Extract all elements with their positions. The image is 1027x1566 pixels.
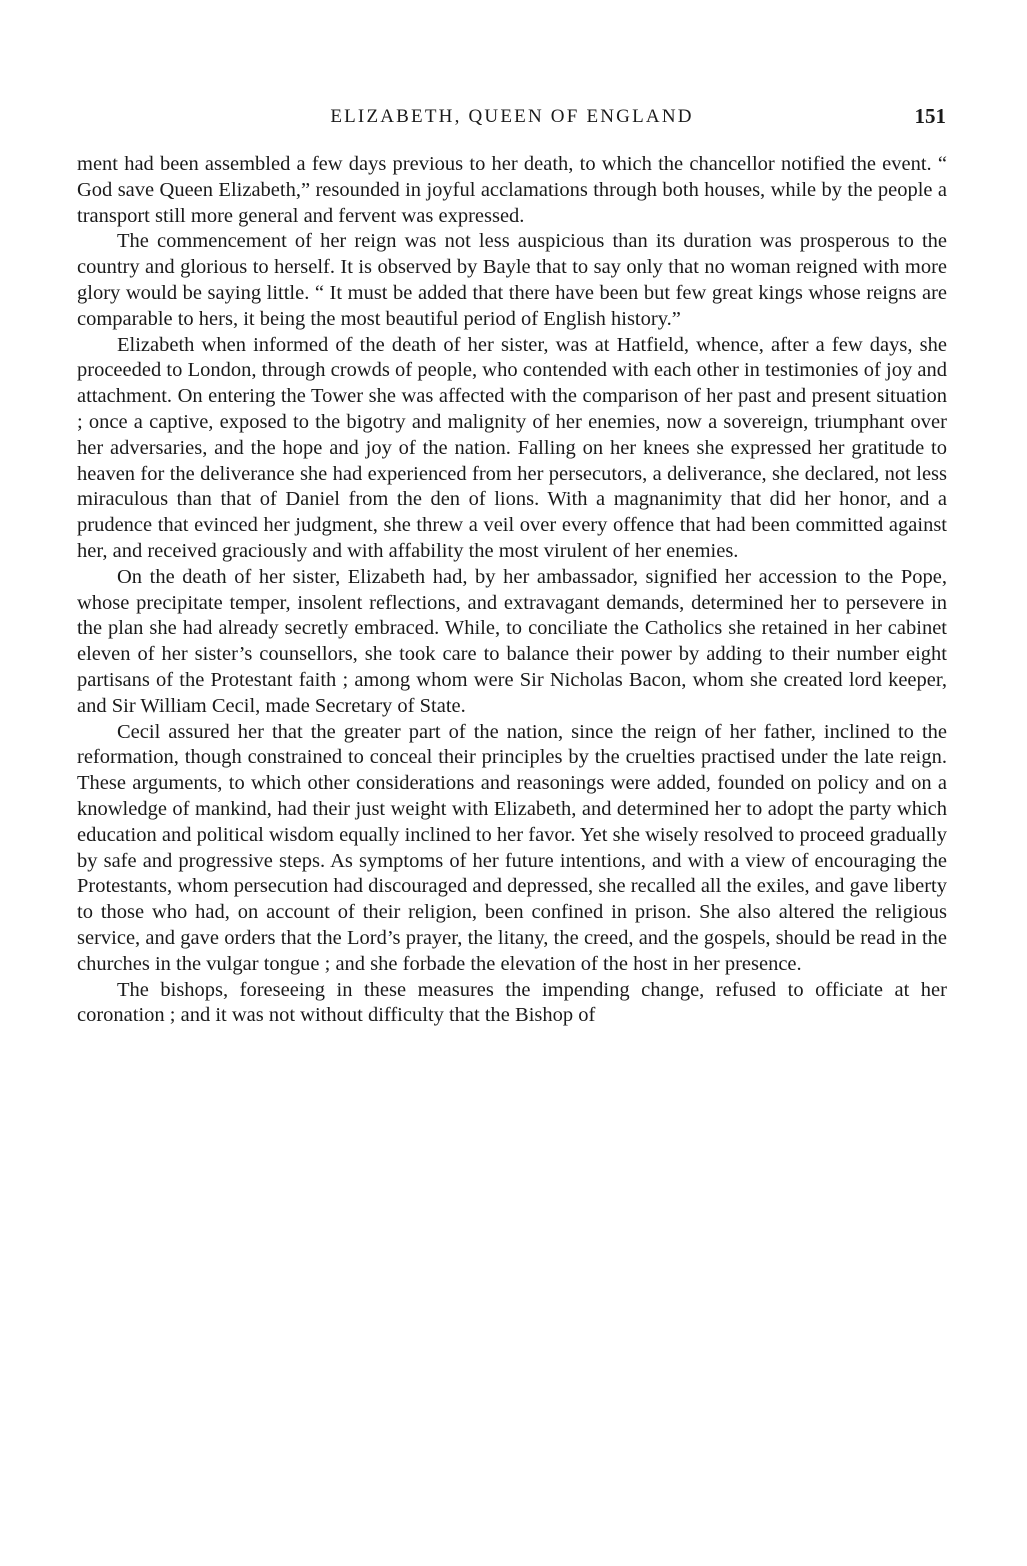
- running-head: [78, 104, 946, 134]
- paragraph: The bishops, foreseeing in these measures the impending change, refused to officiate at her coronation ; and it was not without difficulty that the Bishop of: [77, 978, 947, 1027]
- paragraph: The commencement of her reign was not less auspicious than its duration was prosperous to the country and glorious to herself. It is observed by Bayle that to say only that no woman reigned with more glory would be saying little. “ It must be added that there have been but few great kings whose reigns are comparable to hers, it being the most beautiful period of English history.”: [77, 230, 947, 330]
- paragraph-continued: ment had been assembled a few days previous to her death, to which the chancellor notified the event. “ God save Queen Elizabeth,” resounded in joyful acclamations through both houses, while by the people a transport still more general and fervent was expressed.: [77, 153, 947, 227]
- page-number: 151: [914, 104, 946, 128]
- body-text: [77, 152, 947, 1029]
- paragraph: On the death of her sister, Elizabeth had, by her ambassador, signified her accession to the Pope, whose precipitate temper, insolent reflections, and extravagant demands, determined her to persevere in the plan she had already secretly embraced. While, to conciliate the Catholics she retained in her cabinet eleven of her sister’s counsellors, she took care to balance their power by adding to their number eight partisans of the Protestant faith ; among whom were Sir Nicholas Bacon, whom she created lord keeper, and Sir William Cecil, made Secretary of State.: [77, 565, 947, 717]
- paragraph: Cecil assured her that the greater part of the nation, since the reign of her father, inclined to the reformation, though constrained to conceal their principles by the cruelties practised under the late reign. These arguments, to which other considerations and reasonings were added, founded on policy and on a knowledge of mankind, had their just weight with Elizabeth, and determined her to adopt the party which education and political wisdom equally inclined to her favor. Yet she wisely resolved to proceed gradually by safe and progressive steps. As symptoms of her future intentions, and with a view of encouraging the Protestants, whom persecution had discouraged and depressed, she recalled all the exiles, and gave liberty to those who had, on account of their religion, been confined in prison. She also altered the religious service, and gave orders that the Lord’s prayer, the litany, the creed, and the gospels, should be read in the churches in the vulgar tongue ; and she forbade the elevation of the host in her presence.: [77, 720, 947, 975]
- paragraph: Elizabeth when informed of the death of her sister, was at Hatfield, whence, after a few days, she proceeded to London, through crowds of people, who contended with each other in testimonies of joy and attachment. On entering the Tower she was affected with the comparison of her past and present situation ; once a captive, exposed to the bigotry and malignity of her enemies, now a sovereign, triumphant over her adversaries, and the hope and joy of the nation. Falling on her knees she expressed her gratitude to heaven for the deliverance she had experienced from her persecutors, a deliverance, she declared, not less miraculous than that of Daniel from the den of lions. With a magnanimity that did her honor, and a prudence that evinced her judgment, she threw a veil over every offence that had been committed against her, and received graciously and with affability the most virulent of her enemies.: [77, 333, 947, 562]
- running-title: ELIZABETH, QUEEN OF ENGLAND: [330, 106, 694, 127]
